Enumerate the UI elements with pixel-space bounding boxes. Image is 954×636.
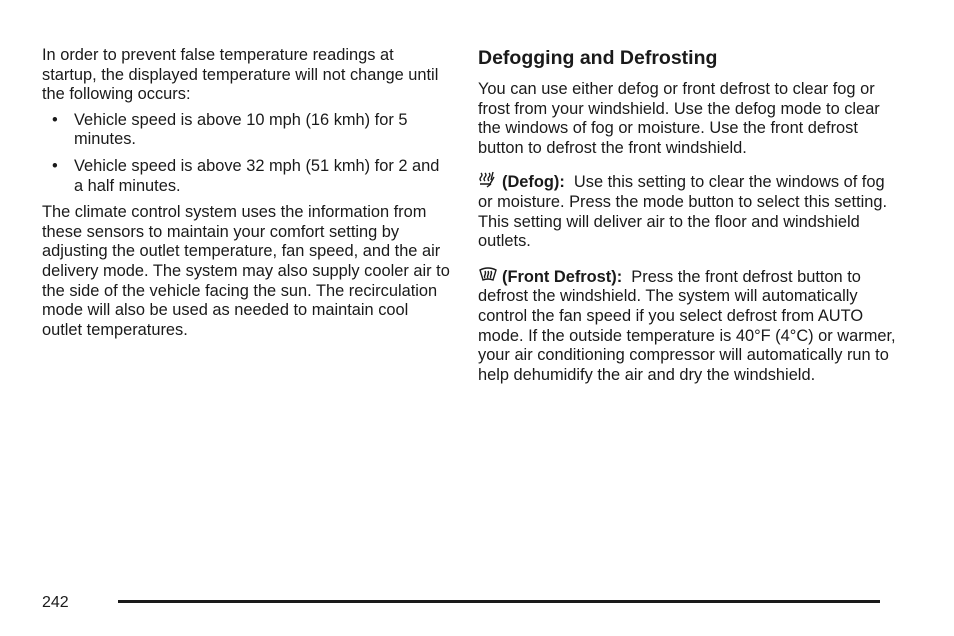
footer-rule [118,600,880,603]
defog-text: Use this setting to clear the windows of fog or moisture. Press the mode button to select this setting. This setting will deliver air to the floor and windshield outlets. [478,173,888,251]
left-column [42,46,452,340]
front-defrost-paragraph [478,266,898,386]
climate-control-paragraph: The climate control system uses the information from these sensors to maintain your comfort setting by adjusting the outlet temperature, fan speed, and the air delivery mode. The system may also supply cooler air to the side of the vehicle facing the sun. The recirculation mode will also be used as needed to maintain cool outlet temperatures. [42,203,450,339]
list-item-text: Vehicle speed is above 32 mph (51 kmh) for 2 and a half minutes. [74,156,440,195]
right-column [478,46,898,399]
speed-conditions-list [42,111,452,196]
front-defrost-text: Press the front defrost button to defrost the windshield. The system will automatically control the fan speed if you select defrost from AUTO mode. If the outside temperature is 40°F (4°C) or warmer, your air conditioning compressor will automatically run to help dehumidify the air and dry the windshield. [478,267,896,384]
defog-intro-paragraph: You can use either defog or front defrost to clear fog or frost from your windshield. Use the defog mode to clear the windows of fog or moisture. Use the front defrost button to defrost the front windshield. [478,80,880,157]
list-item-text: Vehicle speed is above 10 mph (16 kmh) for 5 minutes. [74,110,408,149]
startup-paragraph: In order to prevent false temperature readings at startup, the displayed temperature will not change until the following occurs: [42,46,439,104]
defog-paragraph [478,171,898,251]
section-heading: Defogging and Defrosting [478,47,718,69]
defog-icon [478,171,498,189]
bullet-icon: • [52,110,58,129]
list-item [42,111,452,150]
page-number: 242 [42,594,69,611]
front-defrost-label: (Front Defrost): [502,267,623,286]
defog-label: (Defog): [502,173,565,192]
front-defrost-icon [478,266,498,284]
bullet-icon: • [52,156,58,175]
list-item [42,157,452,196]
